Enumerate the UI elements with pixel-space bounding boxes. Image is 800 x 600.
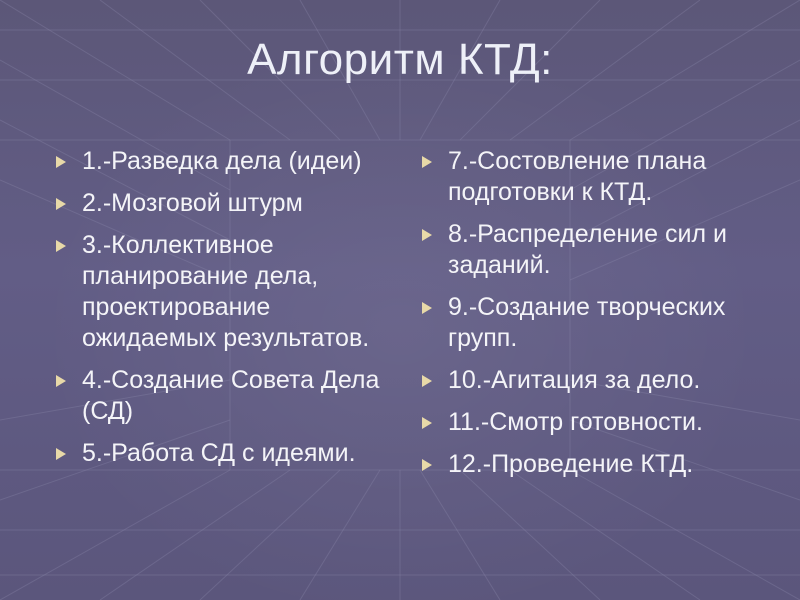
list-item-text: 12.-Проведение КТД.	[448, 450, 694, 478]
list-item	[54, 146, 384, 177]
triangle-bullet-icon	[56, 198, 66, 210]
right-column-list	[420, 146, 770, 491]
triangle-bullet-icon	[56, 156, 66, 168]
list-item-text: 9.-Создание творческих групп.	[448, 293, 726, 352]
triangle-bullet-icon	[422, 229, 432, 241]
triangle-bullet-icon	[422, 302, 432, 314]
list-item	[420, 407, 770, 438]
list-item	[420, 365, 770, 396]
triangle-bullet-icon	[56, 375, 66, 387]
list-item	[420, 219, 770, 281]
triangle-bullet-icon	[56, 240, 66, 252]
list-item-text: 11.-Смотр готовности.	[448, 408, 703, 436]
triangle-bullet-icon	[422, 459, 432, 471]
list-item-text: 8.-Распределение сил и заданий.	[448, 220, 727, 279]
list-item	[54, 188, 384, 219]
list-item-text: 2.-Мозговой штурм	[82, 189, 303, 217]
list-item	[420, 449, 770, 480]
list-item-text: 1.-Разведка дела (идеи)	[82, 147, 362, 175]
list-item-text: 4.-Создание Совета Дела (СД)	[82, 366, 380, 425]
triangle-bullet-icon	[56, 448, 66, 460]
list-item-text: 3.-Коллективное планирование дела, проектирование ожидаемых результатов.	[82, 231, 370, 352]
list-item	[54, 365, 384, 427]
list-item-text: 5.-Работа СД с идеями.	[82, 439, 356, 467]
list-item	[420, 292, 770, 354]
triangle-bullet-icon	[422, 417, 432, 429]
triangle-bullet-icon	[422, 156, 432, 168]
list-item-text: 10.-Агитация за дело.	[448, 366, 701, 394]
list-item	[54, 438, 384, 469]
left-column-list	[54, 146, 384, 480]
slide-title: Алгоритм КТД:	[247, 35, 553, 84]
list-item	[54, 230, 384, 354]
triangle-bullet-icon	[422, 375, 432, 387]
list-item-text: 7.-Состовление плана подготовки к КТД.	[448, 147, 707, 206]
list-item	[420, 146, 770, 208]
